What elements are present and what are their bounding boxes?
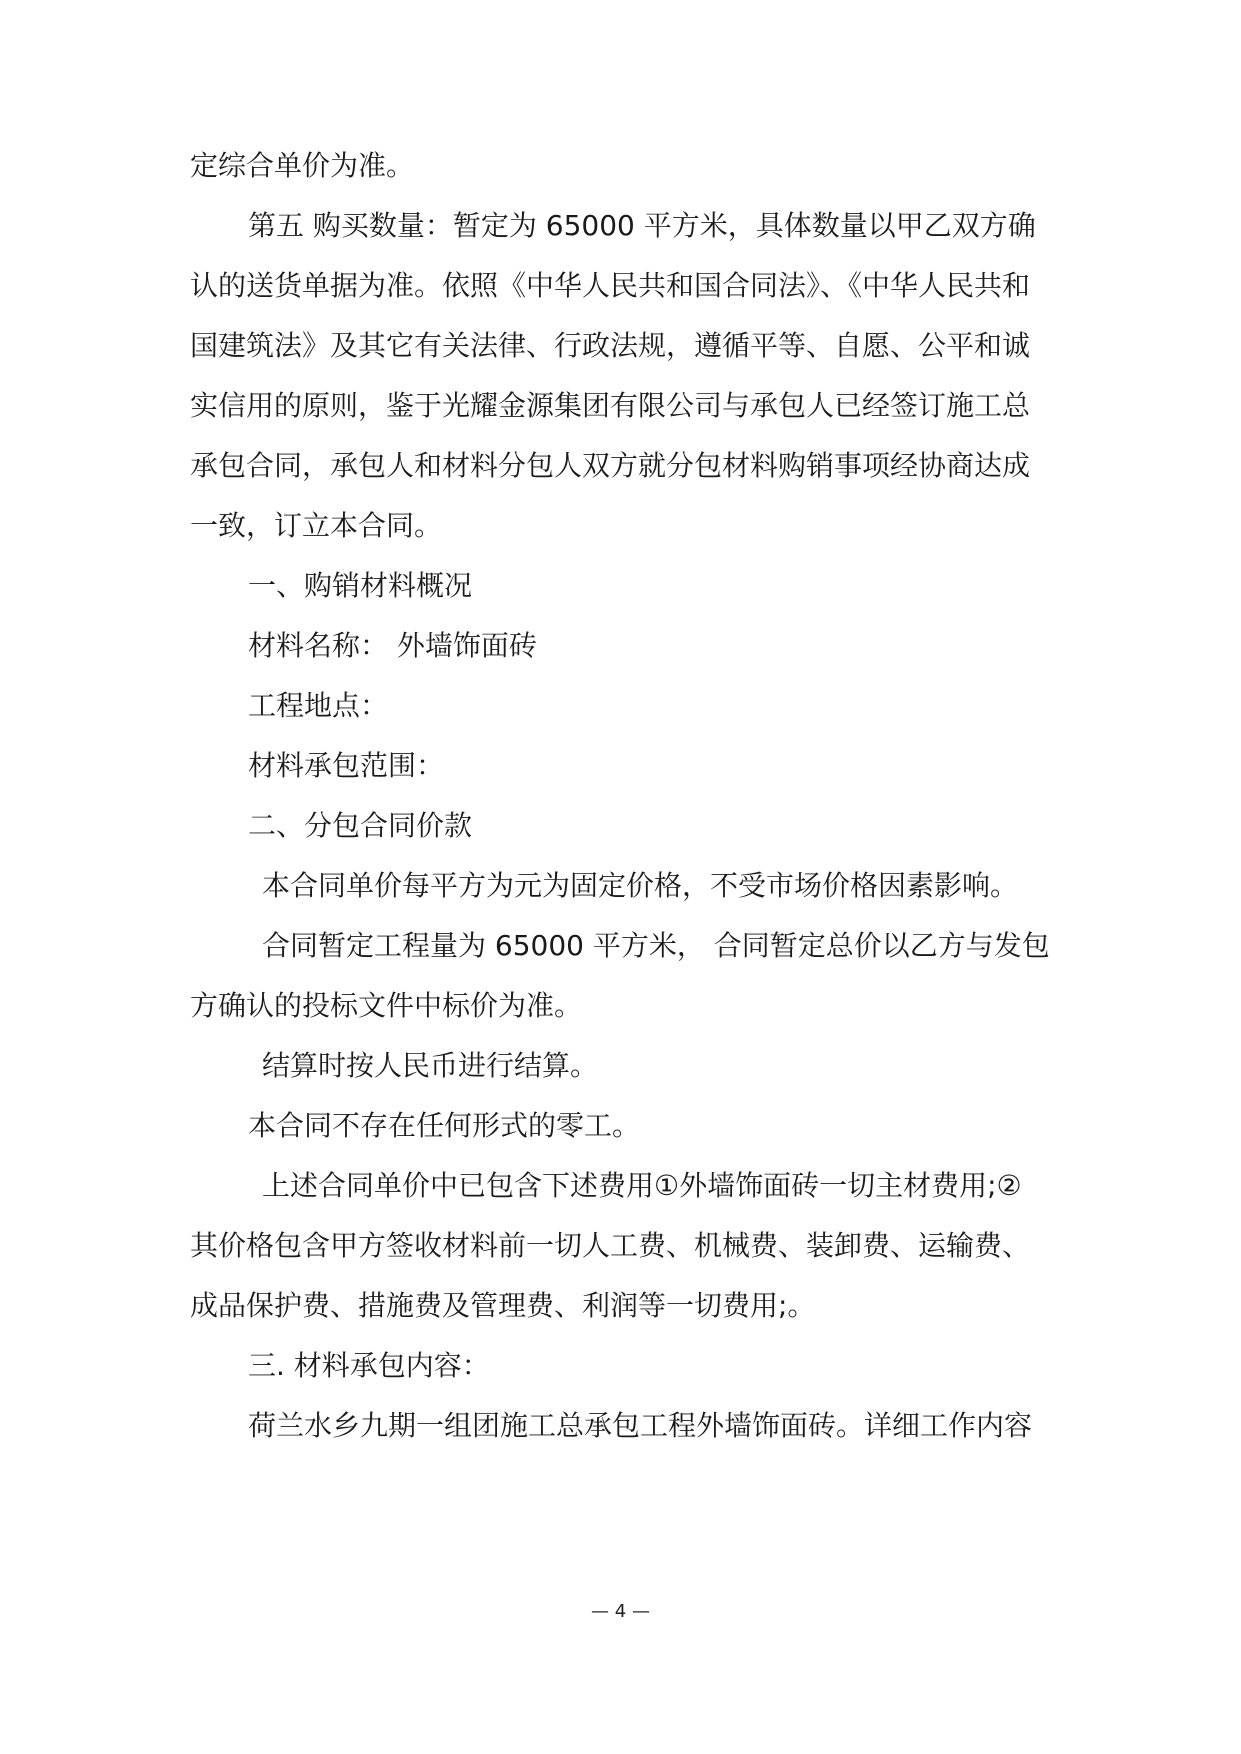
- text-line: 定综合单价为准。: [190, 149, 415, 182]
- text-line: 成品保护费、措施费及管理费、利润等一切费用;。: [190, 1289, 816, 1322]
- section-heading: 三. 材料承包内容：: [248, 1349, 490, 1382]
- text-line: 一致，订立本合同。: [190, 509, 443, 542]
- text-line: 上述合同单价中已包含下述费用①外墙饰面砖一切主材费用;②: [262, 1169, 1022, 1202]
- text-line: 本合同不存在任何形式的零工。: [248, 1109, 641, 1142]
- text-line: 国建筑法》及其它有关法律、行政法规，遵循平等、自愿、公平和诚: [190, 329, 1031, 362]
- text-line: 荷兰水乡九期一组团施工总承包工程外墙饰面砖。详细工作内容: [248, 1409, 1033, 1442]
- text-line: 结算时按人民币进行结算。: [262, 1049, 599, 1082]
- text-line: 承包合同，承包人和材料分包人双方就分包材料购销事项经协商达成: [190, 449, 1031, 482]
- section-heading: 一、购销材料概况: [248, 569, 473, 602]
- text-line: 合同暂定工程量为 65000 平方米， 合同暂定总价以乙方与发包: [262, 929, 1050, 962]
- text-line: 方确认的投标文件中标价为准。: [190, 989, 583, 1022]
- text-line: 材料名称： 外墙饰面砖: [248, 629, 537, 662]
- text-line: 工程地点：: [248, 689, 389, 722]
- text-line: 其价格包含甲方签收材料前一切人工费、机械费、装卸费、运输费、: [190, 1229, 1031, 1262]
- page-number: — 4 —: [591, 1601, 650, 1622]
- text-line: 材料承包范围：: [248, 749, 445, 782]
- text-line: 认的送货单据为准。依照《中华人民共和国合同法》、《中华人民共和: [190, 269, 1031, 302]
- text-line: 实信用的原则，鉴于光耀金源集团有限公司与承包人已经签订施工总: [190, 389, 1031, 422]
- section-heading: 二、分包合同价款: [248, 809, 473, 842]
- text-line: 本合同单价每平方为元为固定价格，不受市场价格因素影响。: [262, 869, 1019, 902]
- text-line: 第五 购买数量：暂定为 65000 平方米，具体数量以甲乙双方确: [248, 209, 1036, 242]
